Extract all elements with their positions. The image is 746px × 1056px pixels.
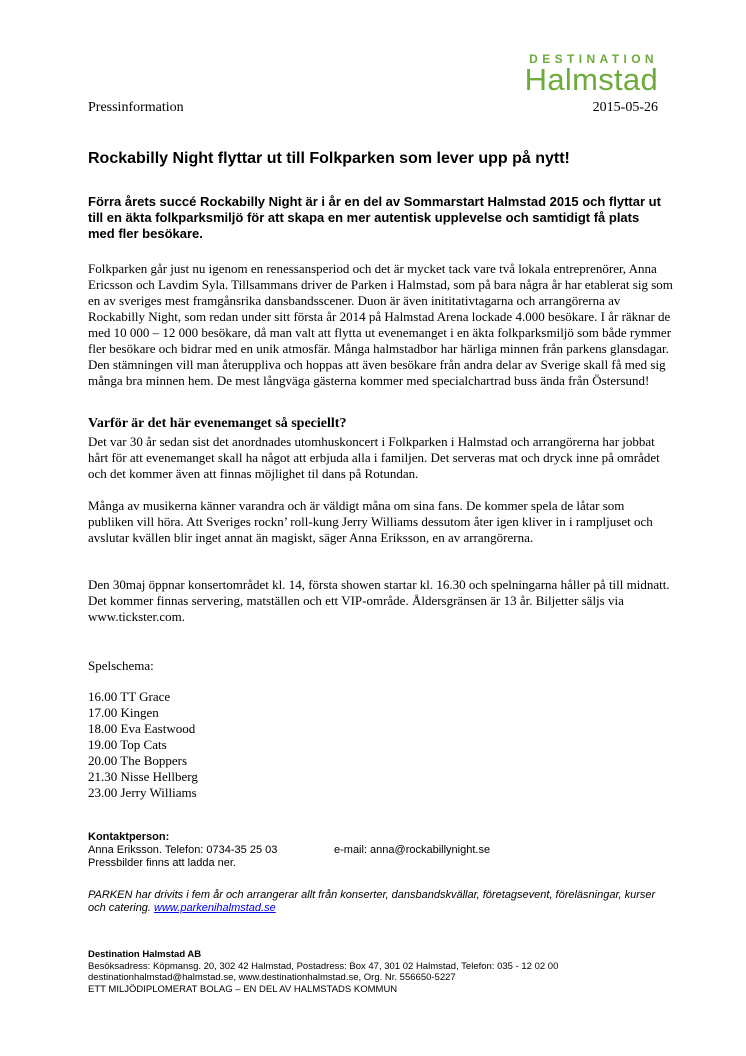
press-date: 2015-05-26 bbox=[592, 100, 658, 115]
schedule-list bbox=[88, 689, 198, 801]
schedule-item: 19.00 Top Cats bbox=[88, 737, 167, 752]
press-label: Pressinformation bbox=[88, 100, 184, 115]
contact-press-images: Pressbilder finns att ladda ner. bbox=[88, 857, 236, 869]
paragraph-2: Det var 30 år sedan sist det anordnades utomhuskoncert i Folkparken i Halmstad och arrangörerna har jobbat hårt för att evenemanget skall ha något att erbjuda alla i familjen. Det serveras mat och dryck inne på området och det kommer även att finnas möjlighet til dans på Rotundan. bbox=[88, 434, 660, 481]
schedule-item: 21.30 Nisse Hellberg bbox=[88, 769, 198, 784]
footer bbox=[88, 949, 668, 995]
section-heading: Varför är det här evenemanget så speciellt? bbox=[88, 416, 347, 431]
footer-address: Besöksadress: Köpmansg. 20, 302 42 Halmstad, Postadress: Box 47, 301 02 Halmstad, Telefon: 035 - 12 02 00 bbox=[88, 960, 559, 972]
logo-destination-text: DESTINATION bbox=[529, 52, 658, 66]
parken-info bbox=[88, 889, 668, 915]
schedule-item: 17.00 Kingen bbox=[88, 705, 159, 720]
contact-phone: Anna Eriksson. Telefon: 0734-35 25 03 bbox=[88, 844, 278, 856]
logo-halmstad-text: Halmstad bbox=[524, 62, 658, 97]
footer-company: Destination Halmstad AB bbox=[88, 949, 202, 960]
schedule-item: 18.00 Eva Eastwood bbox=[88, 721, 196, 736]
parken-text: PARKEN har drivits i fem år och arrangerar allt från konserter, dansbandskvällar, företagsevent, föreläsningar, kurser och catering. bbox=[88, 889, 656, 914]
paragraph-1: Folkparken går just nu igenom en renessansperiod och det är mycket tack vare två lokala entreprenörer, Anna Ericsson och Lavdim Syla. Tillsammans driver de Parken i Halmstad, som på bara några år har etablerat sig som en av sveriges mest framgånsrika dansbandsscener. Duon är även inititativtagarna och arrangörerna av Rockabilly Night, som redan under sitt första år 2014 på Halmstad Arena lockade 4.000 besökare. I år räknar de med 10 000 – 12 000 besökare, då man valt att flytta ut evenemanget i en äkta folkparksmiljö som både rymmer fler besökare och bidrar med en unik atmosfär. Många halmstadbor har härliga minnen från parkens glansdagar. Den stämningen vill man återuppliva och hoppas att även besökare från andra delar av Sverige skall få med sig många bra minnen hem. De mest långväga gästerna kommer med specialchartrad buss ända från Östersund! bbox=[88, 261, 673, 388]
schedule-item: 23.00 Jerry Williams bbox=[88, 785, 197, 800]
contact-block bbox=[88, 831, 688, 870]
article-lead: Förra årets succé Rockabilly Night är i år en del av Sommarstart Halmstad 2015 och flyttar ut till en äkta folkparksmiljö för att skapa en mer autentisk upplevelse och samtidigt få plats med fler besökare. bbox=[88, 194, 661, 241]
footer-web: destinationhalmstad@halmstad.se, www.destinationhalmstad.se, Org. Nr. 556650-5227 bbox=[88, 972, 456, 983]
schedule-item: 20.00 The Boppers bbox=[88, 753, 188, 768]
contact-email[interactable]: e-mail: anna@rockabillynight.se bbox=[334, 844, 491, 856]
contact-label: Kontaktperson: bbox=[88, 831, 170, 843]
paragraph-4: Den 30maj öppnar konsertområdet kl. 14, första showen startar kl. 16.30 och spelningarna håller på till midnatt. Det kommer finnas servering, matställen och ett VIP-område. Åldersgränsen är 13 år. Biljetter säljs via www.tickster.com. bbox=[88, 577, 670, 624]
footer-tagline: ETT MILJÖDIPLOMERAT BOLAG – EN DEL AV HALMSTADS KOMMUN bbox=[88, 983, 398, 995]
schedule-item: 16.00 TT Grace bbox=[88, 689, 171, 704]
paragraph-3: Många av musikerna känner varandra och är väldigt måna om sina fans. De kommer spela de låtar som publiken vill höra. Att Sveriges rockn’ roll-kung Jerry Williams dessutom åter igen kliver in i rampljuset och avslutar kvällen blir inget annat än magiskt, säger Anna Eriksson, en av arrangörerna. bbox=[88, 498, 653, 545]
parken-link[interactable]: www.parkenihalmstad.se bbox=[154, 902, 276, 914]
article-title: Rockabilly Night flyttar ut till Folkparken som lever upp på nytt! bbox=[88, 150, 570, 167]
schedule-title: Spelschema: bbox=[88, 658, 154, 673]
